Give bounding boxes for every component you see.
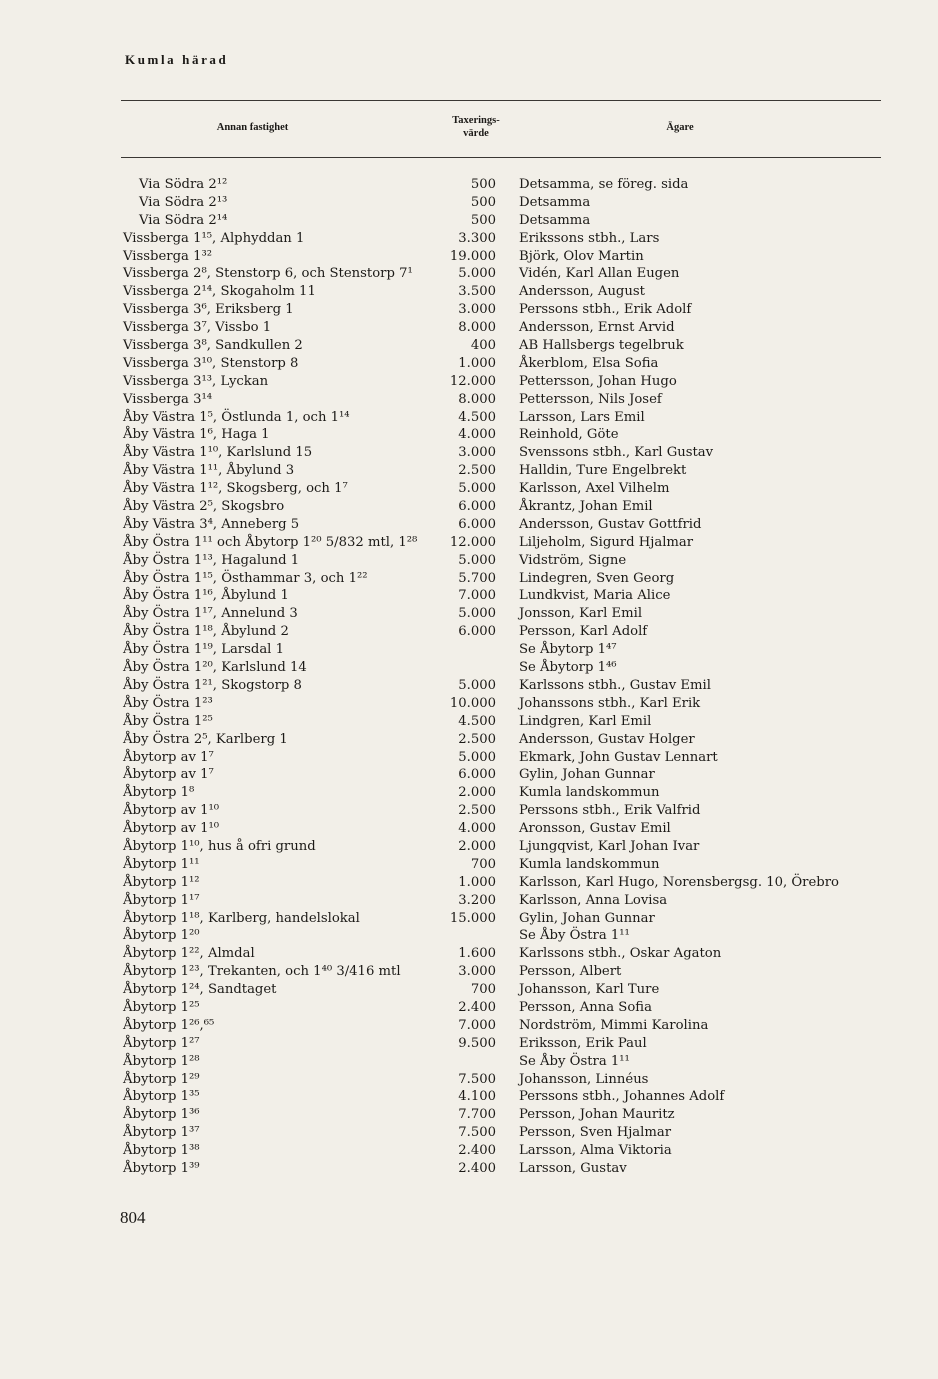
value-cell: 1.000 — [458, 874, 496, 890]
table-row — [0, 945, 938, 963]
table-row — [0, 999, 938, 1017]
property-cell: Via Södra 2¹² — [139, 177, 228, 192]
table-row — [0, 283, 938, 301]
owner-cell: Åkerblom, Elsa Sofia — [519, 355, 659, 371]
table-row — [0, 1124, 938, 1142]
value-cell: 8.000 — [458, 320, 496, 336]
property-cell: Åby Östra 1²¹, Skogstorp 8 — [123, 677, 302, 693]
value-cell: 4.500 — [458, 713, 496, 729]
value-cell: 2.000 — [458, 785, 496, 801]
value-cell: 2.500 — [458, 731, 496, 747]
owner-cell: Liljeholm, Sigurd Hjalmar — [519, 534, 694, 550]
property-cell: Åby Västra 2⁵, Skogsbro — [123, 499, 285, 515]
owner-cell: Vidén, Karl Allan Eugen — [519, 266, 680, 282]
property-cell: Vissberga 3⁷, Vissbo 1 — [123, 320, 272, 336]
owner-cell: Persson, Sven Hjalmar — [519, 1125, 672, 1141]
value-cell: 2.400 — [458, 1143, 496, 1159]
table-row — [0, 498, 938, 516]
value-cell: 6.000 — [458, 624, 496, 640]
value-cell: 8.000 — [458, 391, 496, 407]
owner-cell: Åkrantz, Johan Emil — [519, 499, 653, 515]
value-cell: 2.400 — [458, 1160, 496, 1176]
value-cell: 6.000 — [458, 499, 496, 515]
value-cell: 700 — [470, 856, 496, 872]
owner-cell: Karlsson, Axel Vilhelm — [519, 481, 670, 497]
value-cell: 5.000 — [458, 552, 496, 568]
table-row — [0, 462, 938, 480]
property-cell: Åbytorp 1¹² — [123, 874, 200, 890]
owner-cell: Se Åby Östra 1¹¹ — [519, 928, 630, 944]
table-row — [0, 248, 938, 266]
owner-cell: Persson, Anna Sofia — [519, 999, 652, 1015]
table-row — [0, 623, 938, 641]
table-row — [0, 480, 938, 498]
column-header-taxering: Taxerings- värde — [452, 115, 500, 139]
owner-cell: Perssons stbh., Erik Adolf — [519, 302, 692, 318]
owner-cell: Kumla landskommun — [519, 785, 660, 801]
value-cell: 2.500 — [458, 803, 496, 819]
table-row — [0, 194, 938, 212]
value-cell: 500 — [470, 177, 496, 192]
table-row — [0, 874, 938, 892]
property-cell: Åby Östra 1¹⁶, Åbylund 1 — [123, 588, 289, 604]
owner-cell: Lindegren, Sven Georg — [519, 570, 675, 586]
property-cell: Åbytorp 1²⁷ — [123, 1035, 200, 1051]
property-cell: Åbytorp 1²³, Trekanten, och 1⁴⁰ 3/416 mtl — [123, 964, 401, 980]
table-row — [0, 230, 938, 248]
owner-cell: AB Hallsbergs tegelbruk — [519, 338, 684, 354]
table-row — [0, 391, 938, 409]
owner-cell: Persson, Karl Adolf — [519, 624, 648, 640]
value-cell: 6.000 — [458, 767, 496, 783]
owner-cell: Ljungqvist, Karl Johan Ivar — [519, 838, 700, 854]
property-cell: Åbytorp 1²⁴, Sandtaget — [123, 982, 277, 998]
value-cell: 500 — [470, 194, 496, 210]
property-cell: Åby Östra 1²⁵ — [123, 713, 213, 729]
owner-cell: Lindgren, Karl Emil — [519, 713, 652, 729]
property-cell: Åby Västra 1¹⁰, Karlslund 15 — [123, 445, 313, 461]
owner-cell: Pettersson, Nils Josef — [519, 391, 662, 407]
value-cell: 6.000 — [458, 516, 496, 532]
owner-cell: Larsson, Alma Viktoria — [519, 1143, 672, 1159]
table-row — [0, 981, 938, 999]
table-row — [0, 337, 938, 355]
table-row — [0, 1088, 938, 1106]
table-row — [0, 910, 938, 928]
value-cell: 4.500 — [458, 409, 496, 425]
value-cell: 9.500 — [458, 1035, 496, 1051]
value-cell: 1.000 — [458, 355, 496, 371]
value-cell: 12.000 — [449, 373, 496, 389]
property-cell: Åby Östra 1²⁰, Karlslund 14 — [123, 660, 307, 676]
top-rule — [121, 100, 881, 101]
property-cell: Åby Östra 1¹⁹, Larsdal 1 — [123, 642, 284, 658]
owner-cell: Johansson, Karl Ture — [519, 982, 660, 998]
property-cell: Åbytorp 1²⁰ — [123, 928, 200, 944]
table-row — [0, 766, 938, 784]
owner-cell: Persson, Albert — [519, 964, 622, 980]
property-cell: Åbytorp 1³⁶ — [123, 1107, 200, 1123]
property-cell: Åbytorp 1⁸ — [123, 785, 195, 801]
table-row — [0, 265, 938, 283]
owner-cell: Jonsson, Karl Emil — [519, 606, 643, 622]
owner-cell: Perssons stbh., Erik Valfrid — [519, 803, 701, 819]
table-row — [0, 749, 938, 767]
table-row — [0, 838, 938, 856]
owner-cell: Perssons stbh., Johannes Adolf — [519, 1089, 725, 1105]
property-cell: Åbytorp 1¹¹ — [123, 856, 200, 872]
header-rule — [121, 157, 881, 158]
property-cell: Åby Västra 1¹¹, Åbylund 3 — [123, 463, 295, 479]
table-row — [0, 1106, 938, 1124]
property-cell: Åbytorp 1²⁹ — [123, 1071, 200, 1087]
owner-cell: Reinhold, Göte — [519, 427, 619, 443]
property-cell: Åbytorp 1²⁶,⁶⁵ — [123, 1017, 215, 1033]
owner-cell: Halldin, Ture Engelbrekt — [519, 463, 687, 479]
table-row — [0, 713, 938, 731]
table-row — [0, 892, 938, 910]
property-cell: Åby Västra 3⁴, Anneberg 5 — [123, 516, 300, 532]
table-row — [0, 516, 938, 534]
property-cell: Åby Östra 1¹⁷, Annelund 3 — [123, 606, 298, 622]
value-cell: 3.000 — [458, 302, 496, 318]
property-cell: Via Södra 2¹⁴ — [139, 212, 228, 228]
owner-cell: Karlssons stbh., Gustav Emil — [519, 677, 711, 693]
value-cell: 4.000 — [458, 427, 496, 443]
column-header-fastighet: Annan fastighet — [216, 122, 289, 133]
owner-cell: Persson, Johan Mauritz — [519, 1107, 675, 1123]
owner-cell: Andersson, Ernst Arvid — [519, 320, 675, 336]
owner-cell: Karlsson, Anna Lovisa — [519, 892, 668, 908]
owner-cell: Svenssons stbh., Karl Gustav — [519, 445, 714, 461]
owner-cell: Detsamma, se föreg. sida — [519, 177, 689, 192]
property-cell: Vissberga 2¹⁴, Skogaholm 11 — [123, 284, 316, 300]
owner-cell: Se Åby Östra 1¹¹ — [519, 1053, 630, 1069]
page-number: 804 — [120, 1208, 146, 1227]
owner-cell: Detsamma — [519, 194, 591, 210]
value-cell: 7.500 — [458, 1125, 496, 1141]
property-cell: Åby Östra 1²³ — [123, 695, 213, 711]
owner-cell: Karlsson, Karl Hugo, Norensbergsg. 10, Örebro — [519, 874, 839, 890]
value-cell: 5.000 — [458, 606, 496, 622]
value-cell: 1.600 — [458, 946, 496, 962]
owner-cell: Andersson, August — [519, 284, 645, 300]
owner-cell: Larsson, Gustav — [519, 1160, 627, 1176]
value-cell: 3.200 — [458, 892, 496, 908]
property-cell: Åbytorp 1³⁵ — [123, 1089, 200, 1105]
property-cell: Åby Västra 1⁵, Östlunda 1, och 1¹⁴ — [123, 409, 350, 425]
table-row — [0, 856, 938, 874]
owner-cell: Aronsson, Gustav Emil — [519, 821, 671, 837]
table-row — [0, 695, 938, 713]
table-row — [0, 176, 938, 194]
value-cell: 400 — [470, 338, 496, 354]
table-row — [0, 802, 938, 820]
owner-cell: Eriksson, Erik Paul — [519, 1035, 647, 1051]
page-header: Kumla härad — [125, 52, 229, 67]
table-row — [0, 319, 938, 337]
owner-cell: Pettersson, Johan Hugo — [519, 373, 677, 389]
property-cell: Åby Västra 1¹², Skogsberg, och 1⁷ — [123, 481, 348, 497]
owner-cell: Andersson, Gustav Holger — [519, 731, 695, 747]
property-cell: Vissberga 3¹⁴ — [123, 391, 213, 407]
property-cell: Via Södra 2¹³ — [139, 194, 228, 210]
value-cell: 3.000 — [458, 445, 496, 461]
property-cell: Åbytorp av 1¹⁰ — [123, 803, 220, 819]
table-row — [0, 659, 938, 677]
property-cell: Åby Östra 1¹³, Hagalund 1 — [123, 552, 300, 568]
table-row — [0, 409, 938, 427]
property-cell: Åbytorp 1¹⁷ — [123, 892, 200, 908]
value-cell: 500 — [470, 212, 496, 228]
table-row — [0, 355, 938, 373]
owner-cell: Björk, Olov Martin — [519, 248, 644, 264]
property-cell: Åbytorp 1¹⁸, Karlberg, handelslokal — [123, 910, 360, 926]
value-cell: 4.000 — [458, 821, 496, 837]
value-cell: 5.000 — [458, 481, 496, 497]
table-row — [0, 1053, 938, 1071]
property-cell: Vissberga 3¹³, Lyckan — [123, 373, 269, 389]
table-row — [0, 1017, 938, 1035]
value-cell: 3.000 — [458, 964, 496, 980]
value-cell: 7.000 — [458, 1017, 496, 1033]
table-row — [0, 963, 938, 981]
owner-cell: Se Åbytorp 1⁴⁷ — [519, 642, 617, 658]
value-cell: 10.000 — [449, 695, 496, 711]
property-cell: Åbytorp av 1⁷ — [123, 749, 214, 765]
owner-cell: Ekmark, John Gustav Lennart — [519, 749, 718, 765]
table-row — [0, 820, 938, 838]
owner-cell: Se Åbytorp 1⁴⁶ — [519, 660, 617, 676]
owner-cell: Kumla landskommun — [519, 856, 660, 872]
owner-cell: Gylin, Johan Gunnar — [519, 910, 655, 926]
table-row — [0, 784, 938, 802]
table-row — [0, 552, 938, 570]
property-cell: Åby Östra 1¹⁸, Åbylund 2 — [123, 624, 289, 640]
value-cell: 7.700 — [458, 1107, 496, 1123]
owner-cell: Johanssons stbh., Karl Erik — [519, 695, 701, 711]
property-cell: Vissberga 1³² — [123, 248, 213, 264]
value-cell: 3.500 — [458, 284, 496, 300]
property-cell: Vissberga 2⁸, Stenstorp 6, och Stenstorp 7¹ — [123, 266, 413, 282]
property-cell: Åbytorp av 1¹⁰ — [123, 821, 220, 837]
value-cell: 19.000 — [449, 248, 496, 264]
table-row — [0, 927, 938, 945]
property-cell: Vissberga 1¹⁵, Alphyddan 1 — [123, 230, 305, 246]
table-row — [0, 1142, 938, 1160]
property-cell: Vissberga 3¹⁰, Stenstorp 8 — [123, 355, 299, 371]
table-row — [0, 444, 938, 462]
table-row — [0, 1071, 938, 1089]
value-cell: 5.000 — [458, 266, 496, 282]
property-cell: Vissberga 3⁸, Sandkullen 2 — [123, 338, 303, 354]
value-cell: 700 — [470, 982, 496, 998]
table-row — [0, 373, 938, 391]
property-cell: Åbytorp 1³⁹ — [123, 1160, 200, 1176]
table-row — [0, 212, 938, 230]
property-table — [0, 176, 938, 1178]
property-cell: Åby Västra 1⁶, Haga 1 — [123, 427, 270, 443]
property-cell: Åbytorp 1³⁸ — [123, 1143, 200, 1159]
value-cell: 15.000 — [449, 910, 496, 926]
property-cell: Åbytorp av 1⁷ — [123, 767, 214, 783]
table-row — [0, 731, 938, 749]
value-cell: 4.100 — [458, 1089, 496, 1105]
property-cell: Åbytorp 1²⁵ — [123, 999, 200, 1015]
value-cell: 3.300 — [458, 230, 496, 246]
value-cell: 2.400 — [458, 999, 496, 1015]
owner-cell: Erikssons stbh., Lars — [519, 230, 660, 246]
table-row — [0, 301, 938, 319]
value-cell: 7.000 — [458, 588, 496, 604]
value-cell: 12.000 — [449, 534, 496, 550]
table-row — [0, 570, 938, 588]
value-cell: 5.000 — [458, 749, 496, 765]
property-cell: Åby Östra 1¹⁵, Östhammar 3, och 1²² — [123, 570, 368, 586]
property-cell: Åby Östra 1¹¹ och Åbytorp 1²⁰ 5/832 mtl, 1²⁸ — [123, 534, 418, 550]
table-row — [0, 1035, 938, 1053]
value-cell: 2.000 — [458, 838, 496, 854]
property-cell: Åbytorp 1¹⁰, hus å ofri grund — [123, 838, 316, 854]
property-cell: Åbytorp 1³⁷ — [123, 1125, 200, 1141]
table-row — [0, 426, 938, 444]
owner-cell: Gylin, Johan Gunnar — [519, 767, 655, 783]
value-cell: 5.700 — [458, 570, 496, 586]
property-cell: Vissberga 3⁶, Eriksberg 1 — [123, 302, 294, 318]
table-row — [0, 587, 938, 605]
owner-cell: Larsson, Lars Emil — [519, 409, 645, 425]
value-cell: 5.000 — [458, 677, 496, 693]
property-cell: Åbytorp 1²⁸ — [123, 1053, 200, 1069]
property-cell: Åby Östra 2⁵, Karlberg 1 — [123, 731, 288, 747]
owner-cell: Nordström, Mimmi Karolina — [519, 1017, 709, 1033]
owner-cell: Lundkvist, Maria Alice — [519, 588, 671, 604]
table-row — [0, 605, 938, 623]
property-cell: Åbytorp 1²², Almdal — [123, 946, 255, 962]
owner-cell: Vidström, Signe — [519, 552, 627, 568]
table-row — [0, 677, 938, 695]
table-row — [0, 534, 938, 552]
owner-cell: Andersson, Gustav Gottfrid — [519, 516, 702, 532]
column-header-agare: Ägare — [666, 122, 694, 133]
owner-cell: Detsamma — [519, 212, 591, 228]
owner-cell: Johansson, Linnéus — [519, 1071, 649, 1087]
table-row — [0, 641, 938, 659]
value-cell: 7.500 — [458, 1071, 496, 1087]
owner-cell: Karlssons stbh., Oskar Agaton — [519, 946, 722, 962]
table-row — [0, 1160, 938, 1178]
value-cell: 2.500 — [458, 463, 496, 479]
